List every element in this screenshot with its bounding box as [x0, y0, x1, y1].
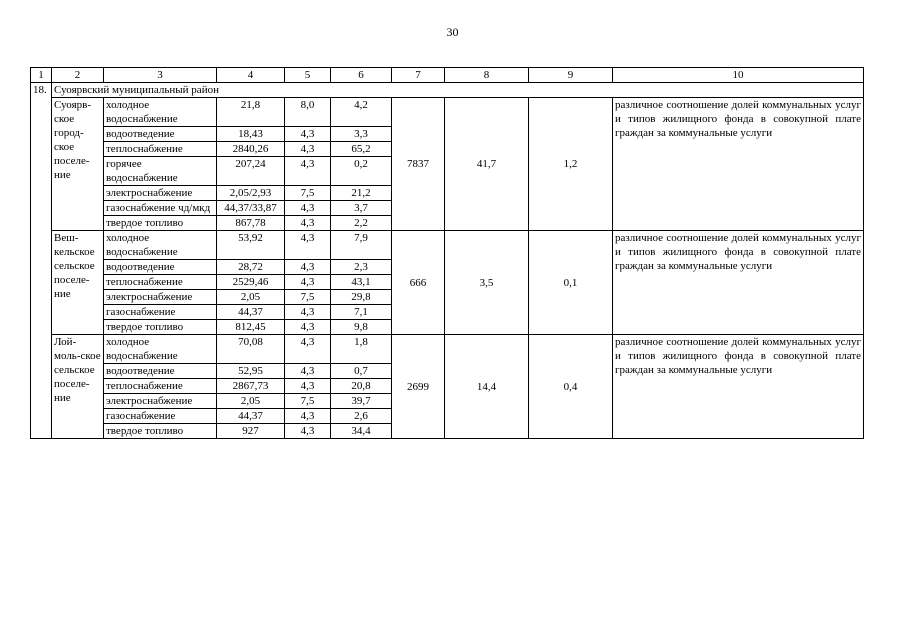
- share-value: 4,2: [331, 98, 392, 127]
- share-value: 9,8: [331, 320, 392, 335]
- tariff-value: 2,05: [217, 394, 285, 409]
- share-value: 7,1: [331, 305, 392, 320]
- service-name: холодное водоснабжение: [104, 98, 217, 127]
- tariff-value: 52,95: [217, 364, 285, 379]
- growth-index: 7,5: [285, 394, 331, 409]
- reason-note: различное соотношение долей коммунальных услуг и типов жилищного фонда в совокупной плате граждан за коммунальные услуги: [613, 231, 864, 335]
- growth-index: 4,3: [285, 275, 331, 290]
- column-header: 8: [445, 68, 529, 83]
- tariff-value: 812,45: [217, 320, 285, 335]
- service-name: твердое топливо: [104, 320, 217, 335]
- section-title-row: [31, 83, 864, 98]
- growth-index: 4,3: [285, 424, 331, 439]
- column-header: 10: [613, 68, 864, 83]
- share-value: 1,8: [331, 335, 392, 364]
- tariff-value: 70,08: [217, 335, 285, 364]
- growth-index: 4,3: [285, 364, 331, 379]
- service-name: газоснабжение чд/мкд: [104, 201, 217, 216]
- population-share: 3,5: [445, 231, 529, 335]
- service-name: твердое топливо: [104, 424, 217, 439]
- share-value: 39,7: [331, 394, 392, 409]
- tariff-table: [30, 67, 864, 439]
- share-value: 0,2: [331, 157, 392, 186]
- column-header: 6: [331, 68, 392, 83]
- population-count: 7837: [392, 98, 445, 231]
- service-name: теплоснабжение: [104, 142, 217, 157]
- population-share: 41,7: [445, 98, 529, 231]
- service-name: твердое топливо: [104, 216, 217, 231]
- tariff-value: 2840,26: [217, 142, 285, 157]
- tariff-value: 28,72: [217, 260, 285, 275]
- tariff-value: 2867,73: [217, 379, 285, 394]
- share-value: 2,6: [331, 409, 392, 424]
- growth-index: 4,3: [285, 335, 331, 364]
- region-share: 1,2: [529, 98, 613, 231]
- tariff-value: 44,37: [217, 409, 285, 424]
- tariff-value: 44,37/33,87: [217, 201, 285, 216]
- growth-index: 4,3: [285, 231, 331, 260]
- table-row: [31, 231, 864, 260]
- page-number: 30: [446, 25, 459, 39]
- growth-index: 7,5: [285, 186, 331, 201]
- population-count: 2699: [392, 335, 445, 439]
- column-header: 5: [285, 68, 331, 83]
- share-value: 29,8: [331, 290, 392, 305]
- service-name: газоснабжение: [104, 305, 217, 320]
- population-count: 666: [392, 231, 445, 335]
- share-value: 3,7: [331, 201, 392, 216]
- tariff-value: 21,8: [217, 98, 285, 127]
- service-name: водоотведение: [104, 127, 217, 142]
- growth-index: 8,0: [285, 98, 331, 127]
- population-share: 14,4: [445, 335, 529, 439]
- service-name: теплоснабжение: [104, 275, 217, 290]
- growth-index: 4,3: [285, 127, 331, 142]
- column-header-row: [31, 68, 864, 83]
- tariff-value: 2529,46: [217, 275, 285, 290]
- section-title: Суоярвский муниципальный район: [52, 83, 864, 98]
- settlement-name: Лой-моль-ское сельское поселе-ние: [52, 335, 104, 439]
- tariff-value: 53,92: [217, 231, 285, 260]
- growth-index: 4,3: [285, 157, 331, 186]
- service-name: холодное водоснабжение: [104, 335, 217, 364]
- tariff-value: 2,05: [217, 290, 285, 305]
- tariff-value: 207,24: [217, 157, 285, 186]
- share-value: 20,8: [331, 379, 392, 394]
- column-header: 9: [529, 68, 613, 83]
- growth-index: 4,3: [285, 201, 331, 216]
- share-value: 2,3: [331, 260, 392, 275]
- settlement-name: Суоярв-ское город-ское поселе-ние: [52, 98, 104, 231]
- share-value: 7,9: [331, 231, 392, 260]
- growth-index: 4,3: [285, 216, 331, 231]
- column-header: 7: [392, 68, 445, 83]
- column-header: 2: [52, 68, 104, 83]
- growth-index: 4,3: [285, 305, 331, 320]
- section-number: 18.: [31, 83, 52, 439]
- service-name: водоотведение: [104, 260, 217, 275]
- service-name: холодное водоснабжение: [104, 231, 217, 260]
- region-share: 0,4: [529, 335, 613, 439]
- column-header: 3: [104, 68, 217, 83]
- growth-index: 4,3: [285, 409, 331, 424]
- growth-index: 4,3: [285, 320, 331, 335]
- tariff-value: 44,37: [217, 305, 285, 320]
- column-header: 4: [217, 68, 285, 83]
- service-name: газоснабжение: [104, 409, 217, 424]
- share-value: 2,2: [331, 216, 392, 231]
- table-row: [31, 98, 864, 127]
- share-value: 3,3: [331, 127, 392, 142]
- tariff-value: 927: [217, 424, 285, 439]
- growth-index: 7,5: [285, 290, 331, 305]
- share-value: 43,1: [331, 275, 392, 290]
- tariff-value: 2,05/2,93: [217, 186, 285, 201]
- region-share: 0,1: [529, 231, 613, 335]
- share-value: 0,7: [331, 364, 392, 379]
- service-name: теплоснабжение: [104, 379, 217, 394]
- growth-index: 4,3: [285, 142, 331, 157]
- reason-note: различное соотношение долей коммунальных услуг и типов жилищного фонда в совокупной плате граждан за коммунальные услуги: [613, 98, 864, 231]
- tariff-value: 18,43: [217, 127, 285, 142]
- tariff-value: 867,78: [217, 216, 285, 231]
- growth-index: 4,3: [285, 260, 331, 275]
- growth-index: 4,3: [285, 379, 331, 394]
- share-value: 21,2: [331, 186, 392, 201]
- column-header: 1: [31, 68, 52, 83]
- settlement-name: Веш-кельское сельское поселе-ние: [52, 231, 104, 335]
- share-value: 34,4: [331, 424, 392, 439]
- table-row: [31, 335, 864, 364]
- reason-note: различное соотношение долей коммунальных услуг и типов жилищного фонда в совокупной плате граждан за коммунальные услуги: [613, 335, 864, 439]
- service-name: электроснабжение: [104, 394, 217, 409]
- service-name: электроснабжение: [104, 290, 217, 305]
- service-name: водоотведение: [104, 364, 217, 379]
- service-name: горячее водоснабжение: [104, 157, 217, 186]
- share-value: 65,2: [331, 142, 392, 157]
- service-name: электроснабжение: [104, 186, 217, 201]
